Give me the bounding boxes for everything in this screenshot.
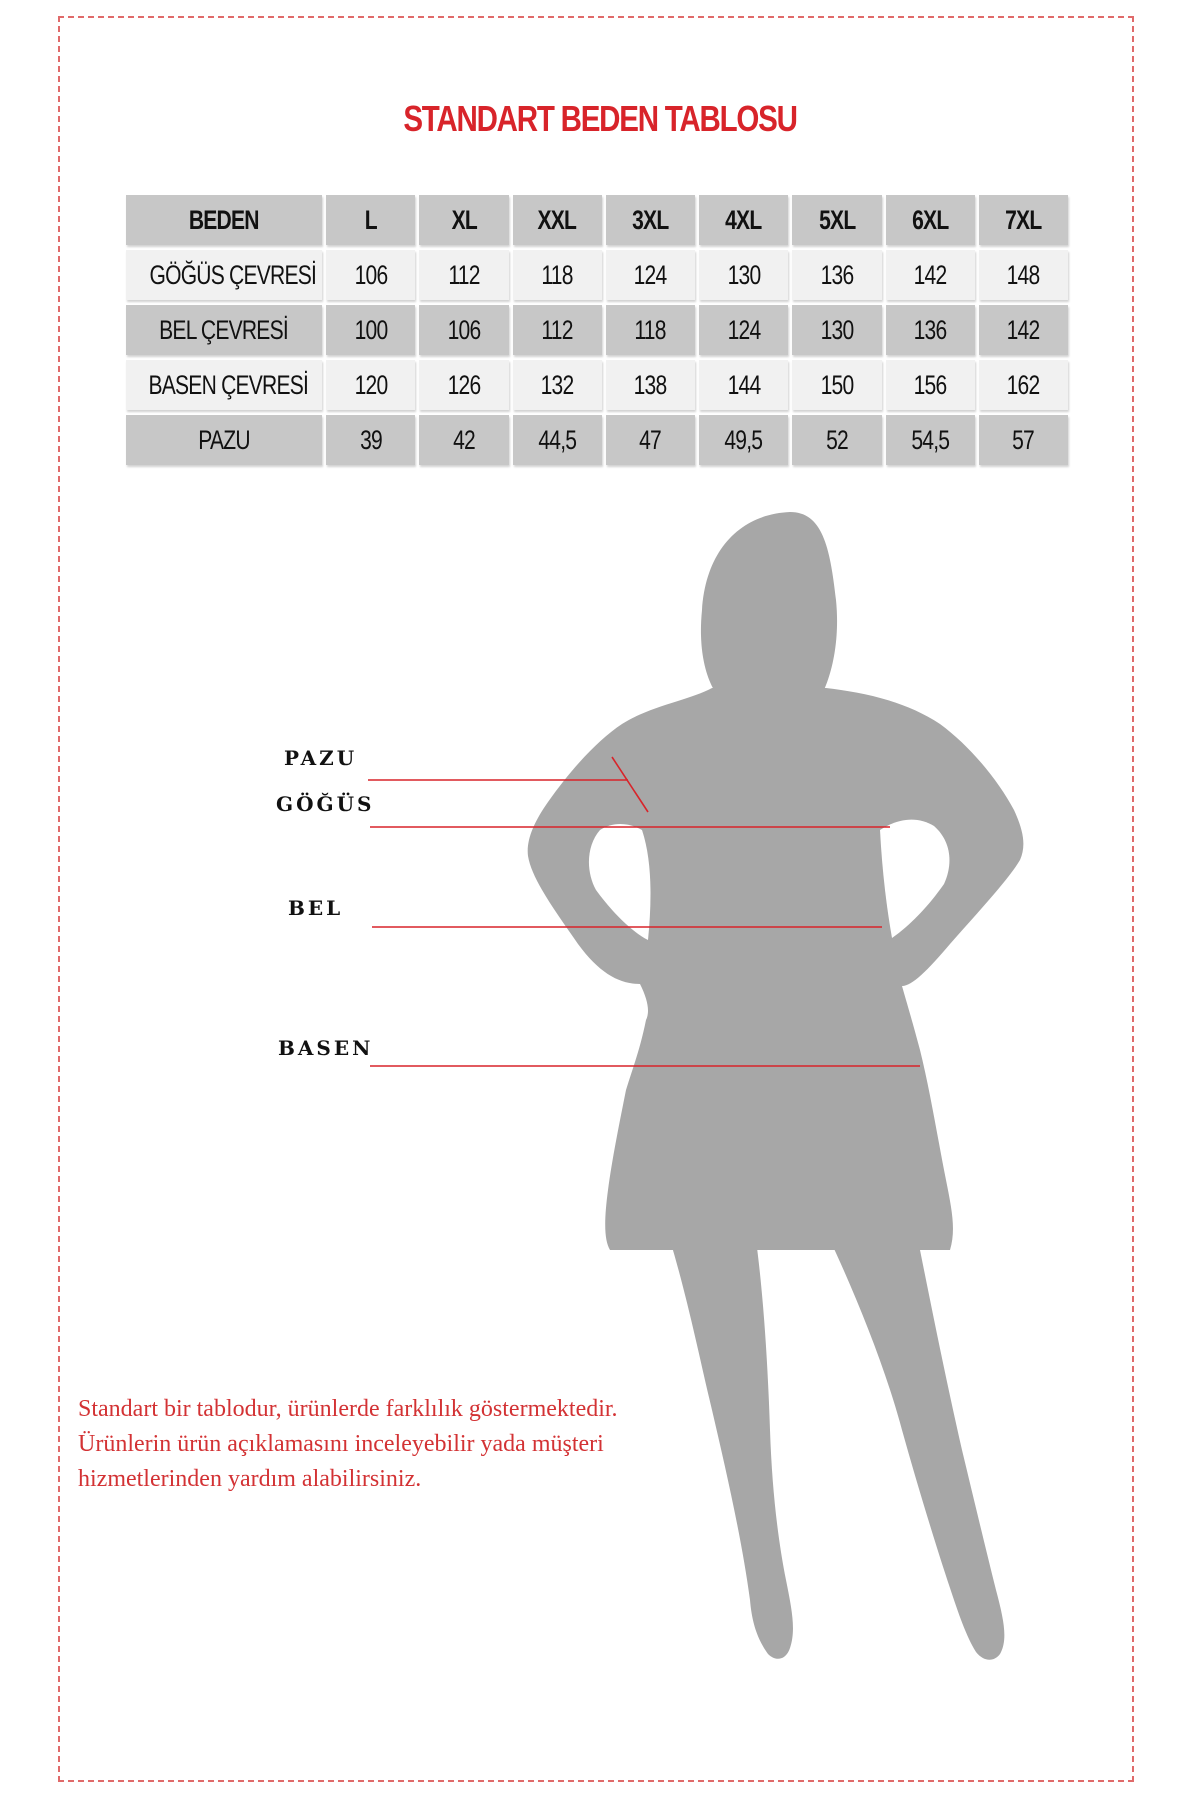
table-cell: 54,5 [886, 415, 975, 465]
size-header-cell: 4XL [699, 195, 788, 245]
table-cell: 150 [792, 360, 881, 410]
table-cell: 142 [979, 305, 1068, 355]
size-header-cell: 6XL [886, 195, 975, 245]
size-header-cell: 7XL [979, 195, 1068, 245]
note-line: Standart bir tablodur, ürünlerde farklılık göstermektedir. [78, 1396, 618, 1422]
table-cell: 118 [513, 250, 602, 300]
table-cell: 130 [792, 305, 881, 355]
table-cell: 144 [699, 360, 788, 410]
gogus-label: GÖĞÜS [276, 792, 375, 816]
table-cell: 112 [419, 250, 508, 300]
table-cell: 52 [792, 415, 881, 465]
page-title: STANDART BEDEN TABLOSU [403, 98, 797, 139]
size-header-cell: L [326, 195, 415, 245]
table-cell: 39 [326, 415, 415, 465]
table-cell: 132 [513, 360, 602, 410]
table-cell: 124 [699, 305, 788, 355]
note-line: Ürünlerin ürün açıklamasını inceleyebilir yada müşteri [78, 1431, 604, 1457]
table-cell: 136 [886, 305, 975, 355]
row-label-cell: BASEN ÇEVRESİ [126, 360, 322, 410]
table-cell: 162 [979, 360, 1068, 410]
disclaimer-note [78, 1392, 738, 1497]
table-cell: 112 [513, 305, 602, 355]
table-cell: 120 [326, 360, 415, 410]
row-label-cell: PAZU [126, 415, 322, 465]
table-cell: 126 [419, 360, 508, 410]
table-cell: 106 [326, 250, 415, 300]
table-cell: 100 [326, 305, 415, 355]
pazu-label: PAZU [284, 746, 358, 770]
table-cell: 136 [792, 250, 881, 300]
table-cell: 42 [419, 415, 508, 465]
basen-label: BASEN [278, 1036, 374, 1060]
table-cell: 142 [886, 250, 975, 300]
row-label-cell: BEL ÇEVRESİ [126, 305, 322, 355]
table-cell: 49,5 [699, 415, 788, 465]
table-cell: 156 [886, 360, 975, 410]
size-header-cell: XL [419, 195, 508, 245]
table-cell: 47 [606, 415, 695, 465]
table-cell: 106 [419, 305, 508, 355]
table-cell: 148 [979, 250, 1068, 300]
table-cell: 118 [606, 305, 695, 355]
bel-label: BEL [288, 896, 344, 920]
table-cell: 57 [979, 415, 1068, 465]
table-cell: 124 [606, 250, 695, 300]
row-label-cell: GÖĞÜS ÇEVRESİ [126, 250, 322, 300]
header-label-cell: BEDEN [126, 195, 322, 245]
table-cell: 44,5 [513, 415, 602, 465]
size-header-cell: 5XL [792, 195, 881, 245]
table-cell: 130 [699, 250, 788, 300]
table-cell: 138 [606, 360, 695, 410]
note-line: hizmetlerinden yardım alabilirsiniz. [78, 1466, 422, 1492]
size-header-cell: 3XL [606, 195, 695, 245]
size-header-cell: XXL [513, 195, 602, 245]
